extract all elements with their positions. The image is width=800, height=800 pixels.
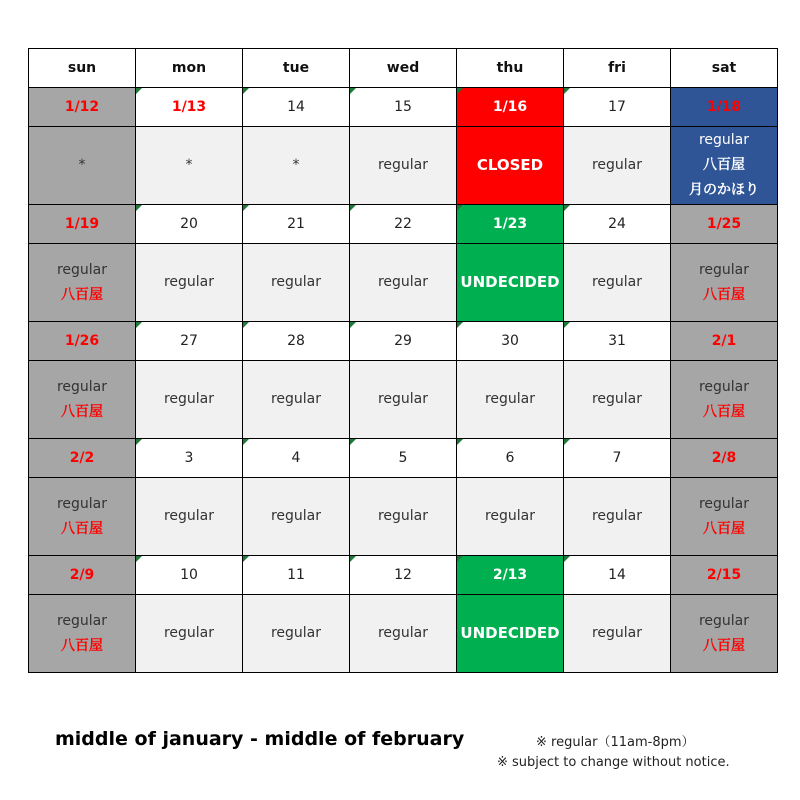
schedule-cell	[564, 361, 671, 439]
schedule-cell	[564, 127, 671, 205]
schedule-label: regular	[698, 261, 750, 278]
schedule-label: regular	[591, 391, 643, 407]
schedule-label: *	[292, 157, 300, 173]
cell-corner-mark	[243, 88, 249, 94]
date-cell	[136, 88, 243, 127]
schedule-cell	[671, 244, 778, 322]
schedule-label: regular	[377, 274, 429, 290]
weekday-header-mon: mon	[136, 49, 243, 88]
weekday-header-sun: sun	[29, 49, 136, 88]
schedule-cell	[350, 127, 457, 205]
schedule-cell	[564, 478, 671, 556]
vendor-label: 八百屋	[703, 520, 745, 537]
schedule-cell	[350, 244, 457, 322]
date-cell	[457, 556, 564, 595]
date-label: 27	[180, 333, 198, 349]
schedule-cell	[29, 361, 136, 439]
date-label: 2/1	[711, 333, 737, 349]
schedule-cell	[29, 127, 136, 205]
cell-corner-mark	[350, 205, 356, 211]
date-cell	[136, 205, 243, 244]
cell-corner-mark	[136, 322, 142, 328]
schedule-cell	[29, 478, 136, 556]
date-cell	[457, 205, 564, 244]
schedule-cell	[457, 478, 564, 556]
date-label: 1/25	[706, 216, 742, 232]
schedule-label: regular	[56, 378, 108, 395]
schedule-label: regular	[56, 495, 108, 512]
vendor-label: 八百屋	[61, 286, 103, 303]
date-label: 1/12	[64, 99, 100, 115]
cell-corner-mark	[243, 322, 249, 328]
cell-corner-mark	[350, 322, 356, 328]
schedule-label: regular	[591, 508, 643, 524]
schedule-label: regular	[270, 391, 322, 407]
date-cell	[671, 205, 778, 244]
date-label: 24	[608, 216, 626, 232]
date-cell	[350, 205, 457, 244]
date-row	[29, 205, 778, 244]
vendor-label: 月のかほり	[689, 182, 759, 198]
date-cell	[671, 439, 778, 478]
schedule-cell	[564, 595, 671, 673]
date-cell	[243, 439, 350, 478]
cell-corner-mark	[350, 88, 356, 94]
date-label: 2/8	[711, 450, 737, 466]
schedule-row	[29, 595, 778, 673]
cell-corner-mark	[457, 205, 463, 211]
schedule-cell	[671, 361, 778, 439]
schedule-cell	[136, 478, 243, 556]
schedule-label: regular	[270, 508, 322, 524]
date-cell	[671, 322, 778, 361]
date-label: 31	[608, 333, 626, 349]
vendor-label: 八百屋	[703, 286, 745, 303]
date-label: 4	[291, 450, 301, 466]
schedule-label: regular	[591, 274, 643, 290]
schedule-label: regular	[56, 261, 108, 278]
schedule-label: regular	[698, 495, 750, 512]
date-cell	[29, 556, 136, 595]
weekday-header-sat: sat	[671, 49, 778, 88]
date-label: 2/9	[69, 567, 95, 583]
cell-corner-mark	[564, 439, 570, 445]
schedule-cell	[243, 478, 350, 556]
schedule-label: regular	[698, 132, 750, 148]
cell-corner-mark	[564, 88, 570, 94]
schedule-cell	[671, 595, 778, 673]
date-label: 10	[180, 567, 198, 583]
vendor-label: 八百屋	[61, 637, 103, 654]
date-label: 3	[184, 450, 194, 466]
date-cell	[671, 88, 778, 127]
date-label: 5	[398, 450, 408, 466]
date-cell	[29, 205, 136, 244]
date-label: 2/15	[706, 567, 742, 583]
schedule-cell	[136, 244, 243, 322]
date-cell	[29, 88, 136, 127]
vendor-label: 八百屋	[61, 403, 103, 420]
date-label: 6	[505, 450, 515, 466]
cell-corner-mark	[350, 439, 356, 445]
schedule-cell	[29, 244, 136, 322]
date-label: 1/16	[492, 99, 528, 115]
schedule-cell	[136, 595, 243, 673]
date-label: 2/13	[492, 567, 528, 583]
schedule-cell	[243, 127, 350, 205]
date-cell	[243, 322, 350, 361]
date-cell	[29, 322, 136, 361]
schedule-cell	[671, 478, 778, 556]
schedule-cell	[350, 478, 457, 556]
vendor-label: 八百屋	[703, 637, 745, 654]
period-caption: middle of january - middle of february	[55, 728, 465, 750]
date-cell	[243, 556, 350, 595]
date-cell	[671, 556, 778, 595]
schedule-row	[29, 361, 778, 439]
schedule-label: regular	[163, 625, 215, 641]
cell-corner-mark	[243, 205, 249, 211]
cell-corner-mark	[243, 556, 249, 562]
date-label: 15	[394, 99, 412, 115]
schedule-row	[29, 478, 778, 556]
date-cell	[564, 556, 671, 595]
date-cell	[136, 322, 243, 361]
date-label: 17	[608, 99, 626, 115]
date-cell	[457, 88, 564, 127]
schedule-cell	[243, 244, 350, 322]
schedule-label: regular	[377, 391, 429, 407]
weekday-header-tue: tue	[243, 49, 350, 88]
date-cell	[350, 322, 457, 361]
schedule-cell	[243, 595, 350, 673]
schedule-label: regular	[484, 508, 536, 524]
schedule-label: regular	[163, 391, 215, 407]
date-label: 22	[394, 216, 412, 232]
weekday-header-fri: fri	[564, 49, 671, 88]
schedule-label: regular	[270, 274, 322, 290]
schedule-cell	[564, 244, 671, 322]
schedule-cell	[350, 595, 457, 673]
date-cell	[457, 439, 564, 478]
date-label: 7	[612, 450, 622, 466]
schedule-cell	[457, 361, 564, 439]
date-cell	[350, 439, 457, 478]
date-row	[29, 322, 778, 361]
status-label: UNDECIDED	[460, 624, 560, 642]
cell-corner-mark	[457, 322, 463, 328]
schedule-cell	[671, 127, 778, 205]
date-label: 28	[287, 333, 305, 349]
date-label: 21	[287, 216, 305, 232]
date-cell	[29, 439, 136, 478]
schedule-label: regular	[591, 157, 643, 173]
date-cell	[457, 322, 564, 361]
date-label: 30	[501, 333, 519, 349]
schedule-label: regular	[377, 508, 429, 524]
date-label: 1/26	[64, 333, 100, 349]
weekday-header-row	[29, 49, 778, 88]
vendor-label: 八百屋	[703, 403, 745, 420]
schedule-label: regular	[698, 378, 750, 395]
weekday-header-thu: thu	[457, 49, 564, 88]
schedule-label: *	[78, 157, 86, 173]
cell-corner-mark	[564, 556, 570, 562]
cell-corner-mark	[136, 439, 142, 445]
weekday-header-wed: wed	[350, 49, 457, 88]
schedule-row	[29, 244, 778, 322]
date-label: 11	[287, 567, 305, 583]
cell-corner-mark	[136, 205, 142, 211]
calendar-body	[29, 88, 778, 673]
date-cell	[350, 556, 457, 595]
date-label: 1/19	[64, 216, 100, 232]
date-label: 20	[180, 216, 198, 232]
cell-corner-mark	[350, 556, 356, 562]
date-row	[29, 88, 778, 127]
schedule-label: regular	[270, 625, 322, 641]
schedule-cell	[457, 127, 564, 205]
schedule-label: regular	[56, 612, 108, 629]
date-cell	[136, 556, 243, 595]
date-label: 12	[394, 567, 412, 583]
schedule-label: *	[185, 157, 193, 173]
date-label: 1/13	[171, 99, 207, 115]
status-label: CLOSED	[476, 156, 544, 174]
date-cell	[243, 205, 350, 244]
cell-corner-mark	[564, 205, 570, 211]
schedule-label: regular	[377, 625, 429, 641]
cell-corner-mark	[243, 439, 249, 445]
date-cell	[564, 205, 671, 244]
schedule-cell	[243, 361, 350, 439]
schedule-cell	[29, 595, 136, 673]
date-label: 1/23	[492, 216, 528, 232]
schedule-label: regular	[484, 391, 536, 407]
date-label: 1/18	[706, 99, 742, 115]
cell-corner-mark	[457, 439, 463, 445]
status-label: UNDECIDED	[460, 273, 560, 291]
schedule-cell	[136, 127, 243, 205]
schedule-label: regular	[163, 274, 215, 290]
vendor-label: 八百屋	[703, 157, 745, 173]
date-cell	[564, 88, 671, 127]
schedule-label: regular	[377, 157, 429, 173]
date-row	[29, 556, 778, 595]
date-label: 2/2	[69, 450, 95, 466]
cell-corner-mark	[136, 556, 142, 562]
date-cell	[136, 439, 243, 478]
schedule-calendar	[28, 48, 778, 673]
schedule-label: regular	[591, 625, 643, 641]
change-notice: ※ subject to change without notice.	[497, 755, 730, 770]
cell-corner-mark	[136, 88, 142, 94]
vendor-label: 八百屋	[61, 520, 103, 537]
date-cell	[350, 88, 457, 127]
date-cell	[564, 322, 671, 361]
cell-corner-mark	[564, 322, 570, 328]
schedule-cell	[457, 595, 564, 673]
cell-corner-mark	[457, 556, 463, 562]
schedule-cell	[350, 361, 457, 439]
schedule-row	[29, 127, 778, 205]
cell-corner-mark	[457, 88, 463, 94]
date-row	[29, 439, 778, 478]
date-label: 14	[608, 567, 626, 583]
schedule-cell	[457, 244, 564, 322]
date-cell	[243, 88, 350, 127]
date-cell	[564, 439, 671, 478]
hours-note: ※ regular（11am-8pm）	[536, 735, 695, 750]
date-label: 29	[394, 333, 412, 349]
schedule-cell	[136, 361, 243, 439]
schedule-label: regular	[698, 612, 750, 629]
schedule-label: regular	[163, 508, 215, 524]
date-label: 14	[287, 99, 305, 115]
